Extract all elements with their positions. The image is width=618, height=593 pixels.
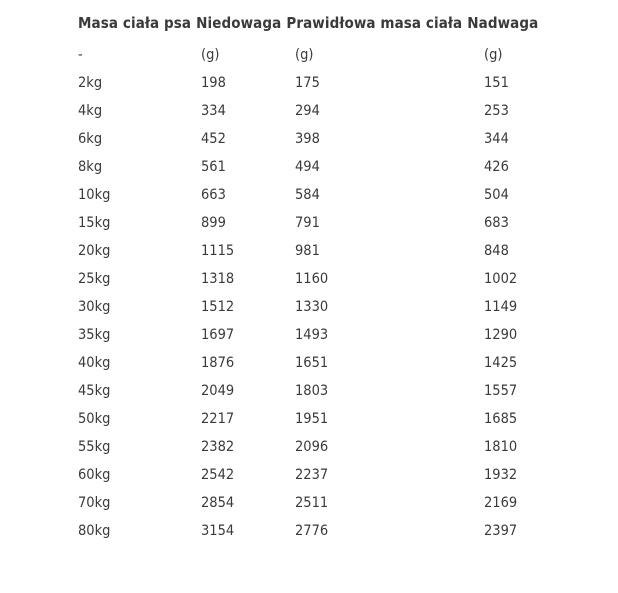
table-row [0,131,618,159]
cell-normal: 1951 [295,411,329,427]
header-overweight: Nadwaga [467,14,539,32]
cell-underweight: 198 [201,75,226,91]
cell-weight: 55kg [78,439,111,455]
cell-normal: 791 [295,215,320,231]
cell-normal: 1803 [295,383,329,399]
table-row [0,243,618,271]
cell-underweight: 334 [201,103,226,119]
table-row [0,103,618,131]
cell-normal: 584 [295,187,320,203]
table-row [0,467,618,495]
table-row [0,383,618,411]
cell-weight: 25kg [78,271,111,287]
table-row [0,495,618,523]
cell-normal: 2511 [295,495,329,511]
cell-overweight: 1685 [484,411,518,427]
cell-weight: 80kg [78,523,111,539]
cell-overweight: 253 [484,103,509,119]
cell-overweight: 2169 [484,495,518,511]
cell-weight: 40kg [78,355,111,371]
cell-underweight: (g) [201,47,220,63]
table-row [0,75,618,103]
cell-normal: 2776 [295,523,329,539]
cell-normal: 294 [295,103,320,119]
cell-normal: 1493 [295,327,329,343]
cell-underweight: 2542 [201,467,235,483]
cell-weight: 45kg [78,383,111,399]
cell-normal: (g) [295,47,314,63]
cell-underweight: 1115 [201,243,235,259]
header-dog-weight: Masa ciała psa [78,14,192,32]
cell-normal: 175 [295,75,320,91]
table-row [0,299,618,327]
cell-underweight: 1697 [201,327,235,343]
table-row [0,439,618,467]
cell-underweight: 3154 [201,523,235,539]
cell-overweight: 1932 [484,467,518,483]
cell-underweight: 1876 [201,355,235,371]
cell-normal: 1651 [295,355,329,371]
cell-weight: 10kg [78,187,111,203]
cell-underweight: 899 [201,215,226,231]
cell-weight: 6kg [78,131,103,147]
cell-overweight: 2397 [484,523,518,539]
cell-overweight: 426 [484,159,509,175]
cell-underweight: 1512 [201,299,235,315]
cell-underweight: 2217 [201,411,235,427]
table-row [0,411,618,439]
cell-normal: 1330 [295,299,329,315]
cell-overweight: 1425 [484,355,518,371]
cell-overweight: 1002 [484,271,518,287]
cell-underweight: 2382 [201,439,235,455]
table-row [0,355,618,383]
table-row [0,159,618,187]
cell-normal: 398 [295,131,320,147]
table-row [0,47,618,75]
cell-overweight: 1810 [484,439,518,455]
cell-weight: 2kg [78,75,103,91]
header-normal-weight: Prawidłowa masa ciała [286,14,463,32]
cell-normal: 2096 [295,439,329,455]
cell-normal: 494 [295,159,320,175]
cell-normal: 2237 [295,467,329,483]
table-row [0,327,618,355]
header-underweight: Niedowaga [196,14,282,32]
cell-weight: 4kg [78,103,103,119]
table-row [0,187,618,215]
cell-weight: 50kg [78,411,111,427]
cell-underweight: 2049 [201,383,235,399]
cell-weight: - [78,47,83,63]
cell-overweight: 151 [484,75,509,91]
table-row [0,215,618,243]
cell-weight: 60kg [78,467,111,483]
cell-weight: 70kg [78,495,111,511]
cell-overweight: 1290 [484,327,518,343]
cell-underweight: 663 [201,187,226,203]
cell-normal: 981 [295,243,320,259]
table-row [0,523,618,551]
cell-overweight: 848 [484,243,509,259]
cell-underweight: 1318 [201,271,235,287]
cell-overweight: 1149 [484,299,518,315]
cell-weight: 15kg [78,215,111,231]
cell-overweight: (g) [484,47,503,63]
cell-weight: 30kg [78,299,111,315]
cell-weight: 8kg [78,159,103,175]
cell-underweight: 2854 [201,495,235,511]
cell-weight: 35kg [78,327,111,343]
cell-underweight: 561 [201,159,226,175]
cell-underweight: 452 [201,131,226,147]
table-header [78,14,543,32]
cell-overweight: 683 [484,215,509,231]
cell-overweight: 504 [484,187,509,203]
cell-normal: 1160 [295,271,329,287]
cell-overweight: 344 [484,131,509,147]
cell-weight: 20kg [78,243,111,259]
table-row [0,271,618,299]
cell-overweight: 1557 [484,383,518,399]
